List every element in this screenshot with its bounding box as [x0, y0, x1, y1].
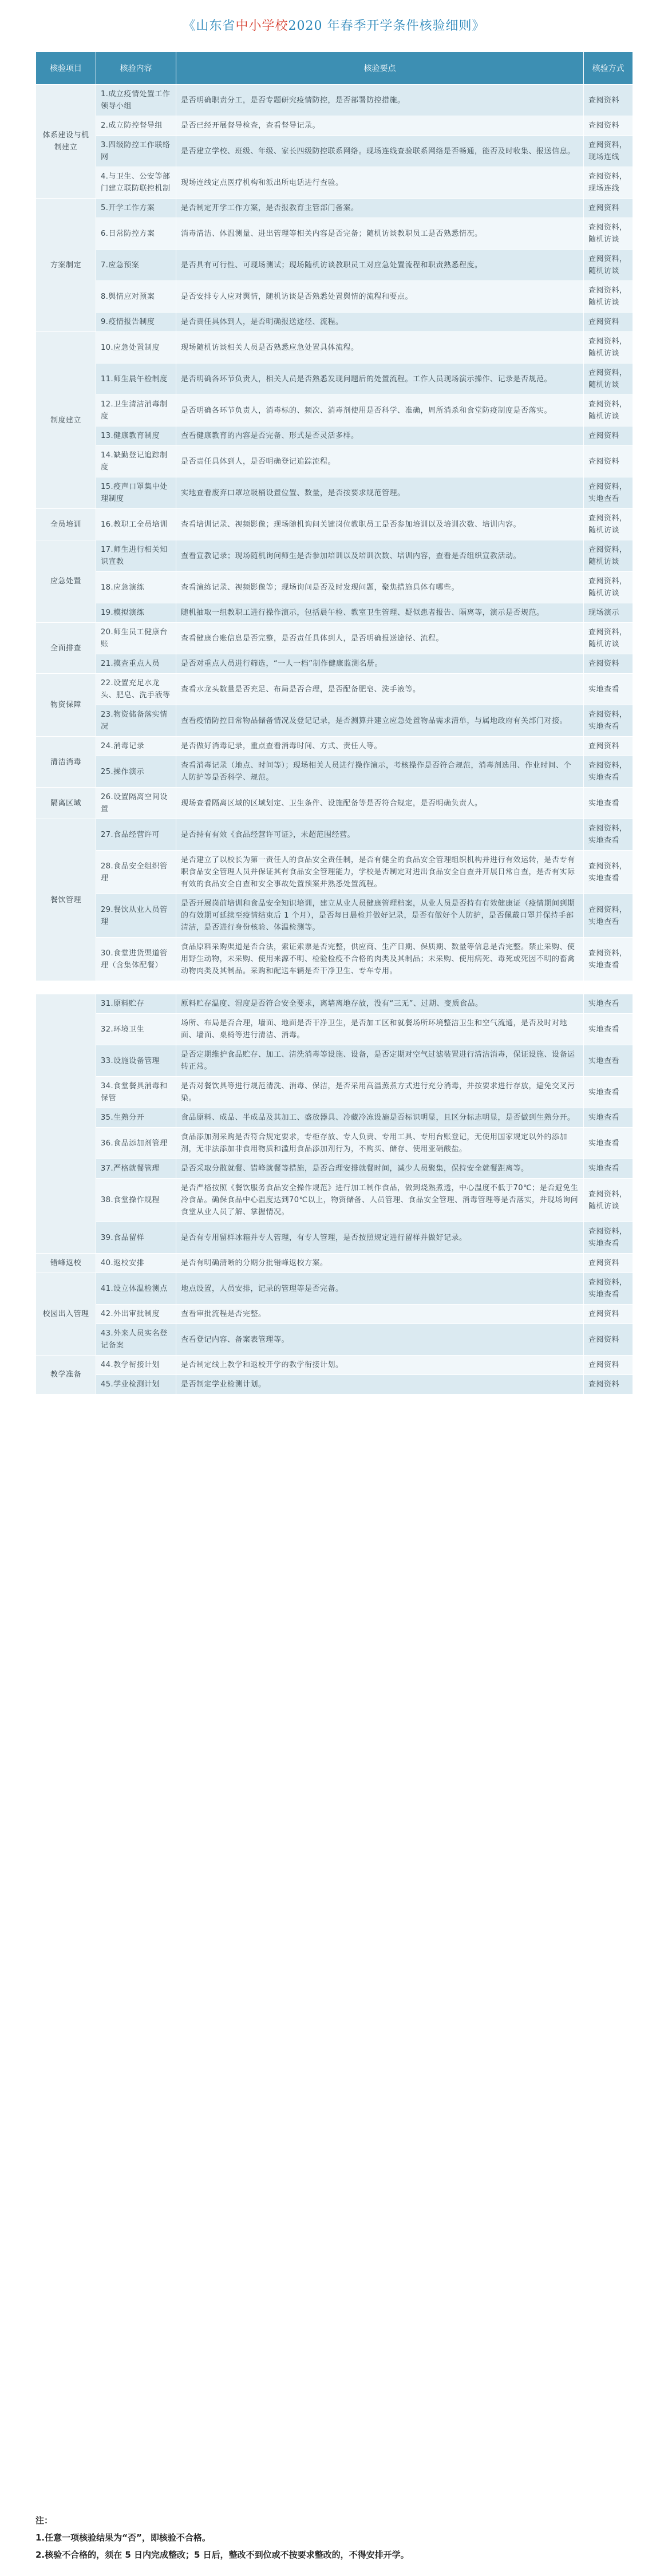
cell-content: 28.食品安全组织管理 [96, 851, 176, 894]
cell-content: 9.疫情报告制度 [96, 313, 176, 332]
cell-points: 是否有专用留样冰箱并专人管理，有专人管理，是否按照规定进行留样并做好记录。 [176, 1222, 584, 1254]
cell-method: 查阅资料，实地查看 [584, 938, 633, 981]
table-row [36, 218, 633, 250]
cell-method: 现场演示 [584, 603, 633, 623]
table-row [36, 250, 633, 281]
verification-table [35, 52, 633, 1394]
cell-project: 方案制定 [36, 199, 96, 332]
cell-method: 实地查看 [584, 1159, 633, 1179]
cell-points: 查看健康台账信息是否完整，是否责任具体到人，是否明确报送途径、流程。 [176, 623, 584, 654]
cell-content: 36.食品添加剂管理 [96, 1128, 176, 1159]
table-body [36, 85, 633, 1394]
table-row [36, 136, 633, 167]
cell-method: 查阅资料，随机访谈 [584, 218, 633, 250]
header-content: 核验内容 [96, 52, 176, 85]
cell-points: 食品原料、成品、半成品及其加工、盛放器具、冷藏冷冻设施是否标识明显，且区分标志明显，是否做到生熟分开。 [176, 1108, 584, 1128]
note-item: 1.任意一项核验结果为“否”，即核验不合格。 [35, 2532, 211, 2543]
table-row [36, 994, 633, 1014]
cell-content: 45.学业检测计划 [96, 1375, 176, 1394]
cell-project: 校园出入管理 [36, 1273, 96, 1356]
cell-content: 4.与卫生、公安等部门建立联防联控机制 [96, 167, 176, 199]
cell-points: 是否定期维护食品贮存、加工、清洗消毒等设施、设备，是否定期对空气过滤装置进行清洁消毒，保证设施、设备运转正常。 [176, 1045, 584, 1077]
cell-points: 是否安排专人应对舆情，随机访谈是否熟悉处置舆情的流程和要点。 [176, 281, 584, 313]
cell-method: 实地查看 [584, 994, 633, 1014]
cell-method: 查阅资料 [584, 313, 633, 332]
cell-project: 制度建立 [36, 332, 96, 509]
cell-project-continuation [36, 994, 96, 1254]
table-row [36, 1108, 633, 1128]
table-row [36, 654, 633, 674]
table-row [36, 1305, 633, 1324]
cell-points: 查看宣教记录；现场随机询问师生是否参加培训以及培训次数、培训内容，查看是否组织宣教活动。 [176, 540, 584, 572]
cell-project: 全员培训 [36, 509, 96, 540]
cell-points: 是否有明确清晰的分期分批错峰返校方案。 [176, 1254, 584, 1273]
table-row [36, 85, 633, 116]
cell-points: 地点设置，人员安排，记录的管理等是否完备。 [176, 1273, 584, 1305]
cell-points: 查看健康教育的内容是否完备、形式是否灵活多样。 [176, 426, 584, 446]
cell-content: 35.生熟分开 [96, 1108, 176, 1128]
table-row [36, 705, 633, 737]
header-project: 核验项目 [36, 52, 96, 85]
table-row [36, 603, 633, 623]
cell-points: 现场连线定点医疗机构和派出所电话进行查验。 [176, 167, 584, 199]
cell-method: 查阅资料，实地查看 [584, 477, 633, 509]
cell-method: 查阅资料 [584, 1324, 633, 1356]
notes [35, 2512, 633, 2563]
cell-content: 29.餐饮从业人员管理 [96, 894, 176, 938]
table-row [36, 395, 633, 426]
cell-content: 15.疫声口罩集中处理制度 [96, 477, 176, 509]
table-row [36, 572, 633, 603]
cell-points: 是否做好消毒记录，重点查看消毒时间、方式、责任人等。 [176, 737, 584, 756]
table-gap-cell [36, 981, 633, 994]
cell-points: 食品添加剂采购是否符合规定要求，专柜存放、专人负责、专用工具、专用台账登记，无使用国家规定以外的添加剂，无非法添加非食用物质和滥用食品添加剂行为，不购买、储存、使用亚硝酸盐。 [176, 1128, 584, 1159]
cell-method: 查阅资料，随机访谈 [584, 281, 633, 313]
cell-method: 查阅资料 [584, 1356, 633, 1375]
cell-content: 38.食堂操作规程 [96, 1179, 176, 1222]
cell-project: 全面排查 [36, 623, 96, 674]
cell-content: 18.应急演练 [96, 572, 176, 603]
notes-label: 注： [35, 2515, 53, 2526]
cell-method: 查阅资料，随机访谈 [584, 332, 633, 364]
cell-method: 查阅资料，随机访谈 [584, 623, 633, 654]
cell-project: 清洁消毒 [36, 737, 96, 788]
cell-method: 查阅资料，实地查看 [584, 819, 633, 851]
cell-method: 查阅资料，实地查看 [584, 894, 633, 938]
table-row [36, 1222, 633, 1254]
table-row [36, 477, 633, 509]
cell-method: 实地查看 [584, 1045, 633, 1077]
header-points: 核验要点 [176, 52, 584, 85]
table-row [36, 756, 633, 788]
table-row [36, 426, 633, 446]
cell-content: 31.原料贮存 [96, 994, 176, 1014]
cell-points: 是否开展岗前培训和食品安全知识培训，建立从业人员健康管理档案，从业人员是否持有有效健康证（疫情期间到期的有效期可延续至疫情结束后 1 个月），是否每日晨检并做好记录，是否有做好个人防护，是否佩戴口罩并保持手部清洁，是否进行身份核验、体温检测等。 [176, 894, 584, 938]
cell-content: 10.应急处置制度 [96, 332, 176, 364]
cell-method: 查阅资料，随机访谈 [584, 1179, 633, 1222]
table-row [36, 116, 633, 136]
cell-points: 是否已经开展督导检查，查看督导记录。 [176, 116, 584, 136]
cell-content: 6.日常防控方案 [96, 218, 176, 250]
cell-content: 42.外出审批制度 [96, 1305, 176, 1324]
table-header-row [36, 52, 633, 85]
cell-content: 40.返校安排 [96, 1254, 176, 1273]
table-row [36, 1014, 633, 1045]
cell-points: 是否明确职责分工，是否专题研究疫情防控，是否部署防控措施。 [176, 85, 584, 116]
cell-points: 是否持有有效《食品经营许可证》，未超范围经营。 [176, 819, 584, 851]
cell-method: 查阅资料，现场连线 [584, 167, 633, 199]
cell-points: 是否责任具体到人，是否明确报送途径、流程。 [176, 313, 584, 332]
cell-method: 查阅资料，现场连线 [584, 136, 633, 167]
cell-method: 实地查看 [584, 1077, 633, 1108]
cell-points: 是否具有可行性、可现场测试；现场随机访谈教职员工对应急处置流程和职责熟悉程度。 [176, 250, 584, 281]
cell-points: 查看疫情防控日常物品储备情况及登记记录，是否测算并建立应急处置物品需求清单，与属地政府有关部门对接。 [176, 705, 584, 737]
cell-content: 16.教职工全员培训 [96, 509, 176, 540]
note-item: 2.核验不合格的，须在 5 日内完成整改；5 日后，整改不到位或不按要求整改的，不得安排开学。 [35, 2550, 409, 2560]
cell-method: 查阅资料 [584, 116, 633, 136]
cell-points: 是否制定开学工作方案，是否报教育主管部门备案。 [176, 199, 584, 218]
cell-method: 查阅资料，实地查看 [584, 1273, 633, 1305]
cell-points: 实地查看废弃口罩垃圾桶设置位置、数量，是否按要求规范管理。 [176, 477, 584, 509]
table-row [36, 1077, 633, 1108]
cell-content: 37.严格就餐管理 [96, 1159, 176, 1179]
table-row [36, 851, 633, 894]
cell-content: 22.设置充足水龙头、肥皂、洗手液等 [96, 674, 176, 705]
table-row [36, 788, 633, 819]
cell-method: 实地查看 [584, 788, 633, 819]
table-row [36, 623, 633, 654]
cell-method: 查阅资料 [584, 1254, 633, 1273]
cell-points: 是否明确各环节负责人，相关人员是否熟悉发现问题后的处置流程。工作人员现场演示操作、记录是否规范。 [176, 364, 584, 395]
table-row [36, 540, 633, 572]
cell-method: 查阅资料，实地查看 [584, 851, 633, 894]
table-row [36, 1045, 633, 1077]
cell-content: 13.健康教育制度 [96, 426, 176, 446]
cell-method: 查阅资料，随机访谈 [584, 509, 633, 540]
cell-points: 消毒清洁、体温测量、进出管理等相关内容是否完备；随机访谈教职员工是否熟悉情况。 [176, 218, 584, 250]
cell-points: 查看登记内容、备案表管理等。 [176, 1324, 584, 1356]
cell-content: 44.教学衔接计划 [96, 1356, 176, 1375]
cell-project: 隔离区域 [36, 788, 96, 819]
table-row [36, 509, 633, 540]
cell-method: 查阅资料，随机访谈 [584, 250, 633, 281]
verification-table-wrap [35, 52, 633, 1394]
cell-points: 现场查看隔离区域的区域划定、卫生条件、设施配备等是否符合规定，是否明确负责人。 [176, 788, 584, 819]
cell-points: 现场随机访谈相关人员是否熟悉应急处置具体流程。 [176, 332, 584, 364]
table-row [36, 1254, 633, 1273]
cell-content: 12.卫生清洁消毒制度 [96, 395, 176, 426]
cell-content: 24.消毒记录 [96, 737, 176, 756]
cell-method: 查阅资料 [584, 199, 633, 218]
cell-content: 30.食堂进货渠道管理（含集体配餐） [96, 938, 176, 981]
cell-points: 是否制定线上教学和返校开学的教学衔接计划。 [176, 1356, 584, 1375]
cell-content: 3.四级防控工作联络网 [96, 136, 176, 167]
table-row [36, 819, 633, 851]
cell-content: 34.食堂餐具消毒和保管 [96, 1077, 176, 1108]
table-row [36, 313, 633, 332]
table-row [36, 1273, 633, 1305]
cell-content: 20.师生员工健康台账 [96, 623, 176, 654]
cell-method: 查阅资料 [584, 737, 633, 756]
cell-points: 查看演练记录、视频影像等；现场询问是否及时发现问题，聚焦措施具体有哪些。 [176, 572, 584, 603]
cell-method: 查阅资料 [584, 426, 633, 446]
cell-points: 查看培训记录、视频影像；现场随机询问关键岗位教职员工是否参加培训以及培训次数、培训内容。 [176, 509, 584, 540]
cell-method: 查阅资料，随机访谈 [584, 395, 633, 426]
cell-points: 场所、布局是否合理，墙面、地面是否干净卫生，是否加工区和就餐场所环境整洁卫生和空气流通，是否及时对地面、墙面、桌椅等进行清洁、消毒。 [176, 1014, 584, 1045]
table-row [36, 1324, 633, 1356]
cell-project: 应急处置 [36, 540, 96, 623]
table-row [36, 1356, 633, 1375]
cell-content: 11.师生晨午检制度 [96, 364, 176, 395]
cell-content: 14.缺勤登记追踪制度 [96, 446, 176, 477]
cell-points: 是否建立学校、班级、年级、家长四级防控联系网络。现场连线查验联系网络是否畅通，能否及时收集、报送信息。 [176, 136, 584, 167]
cell-points: 是否责任具体到人，是否明确登记追踪流程。 [176, 446, 584, 477]
cell-method: 查阅资料 [584, 654, 633, 674]
table-row [36, 446, 633, 477]
cell-points: 是否对餐饮具等进行规范清洗、消毒、保洁，是否采用高温蒸煮方式进行充分消毒，并按要求进行存放，避免交叉污染。 [176, 1077, 584, 1108]
cell-content: 33.设施设备管理 [96, 1045, 176, 1077]
cell-content: 39.食品留样 [96, 1222, 176, 1254]
cell-method: 实地查看 [584, 1128, 633, 1159]
cell-content: 23.物资储备落实情况 [96, 705, 176, 737]
cell-method: 查阅资料，实地查看 [584, 756, 633, 788]
cell-method: 查阅资料，随机访谈 [584, 572, 633, 603]
table-row [36, 332, 633, 364]
cell-points: 食品原料采购渠道是否合法，索证索票是否完整，供应商、生产日期、保质期、数量等信息是否完整。禁止采购、使用野生动物，未采购、使用来源不明、检验检疫不合格的肉类及其制品；未采购、使用病死、毒死或死因不明的畜禽动物肉类及其制品。采购和配送车辆是否干净卫生、专车专用。 [176, 938, 584, 981]
cell-method: 实地查看 [584, 674, 633, 705]
table-row [36, 938, 633, 981]
cell-content: 7.应急预案 [96, 250, 176, 281]
cell-method: 查阅资料，实地查看 [584, 705, 633, 737]
cell-points: 是否对重点人员进行筛选，“一人一档”制作健康监测名册。 [176, 654, 584, 674]
cell-method: 查阅资料 [584, 446, 633, 477]
cell-method: 实地查看 [584, 1108, 633, 1128]
title-highlight: 中小学校 [235, 19, 288, 33]
table-row [36, 674, 633, 705]
cell-content: 41.设立体温检测点 [96, 1273, 176, 1305]
cell-content: 8.舆情应对预案 [96, 281, 176, 313]
cell-points: 原料贮存温度、湿度是否符合安全要求，离墙离地存放，没有“三无”、过期、变质食品。 [176, 994, 584, 1014]
cell-method: 查阅资料，实地查看 [584, 1222, 633, 1254]
table-gap-row [36, 981, 633, 994]
title-pre: 《山东省 [183, 19, 236, 33]
cell-content: 43.外来人员实名登记备案 [96, 1324, 176, 1356]
cell-content: 21.摸查重点人员 [96, 654, 176, 674]
cell-points: 查看水龙头数量是否充足、布局是否合理，是否配备肥皂、洗手液等。 [176, 674, 584, 705]
cell-content: 17.师生进行相关知识宣教 [96, 540, 176, 572]
cell-points: 是否明确各环节负责人，消毒标的、频次、消毒剂使用是否科学、准确，周所消杀和食堂防疫制度是否落实。 [176, 395, 584, 426]
cell-points: 查看审批流程是否完整。 [176, 1305, 584, 1324]
cell-points: 是否采取分散就餐、错峰就餐等措施，是否合理安排就餐时间，减少人员聚集，保持安全就餐距离等。 [176, 1159, 584, 1179]
cell-method: 实地查看 [584, 1014, 633, 1045]
table-row [36, 281, 633, 313]
table-row [36, 1159, 633, 1179]
cell-content: 25.操作演示 [96, 756, 176, 788]
cell-content: 26.设置隔离空间设置 [96, 788, 176, 819]
cell-method: 查阅资料，随机访谈 [584, 540, 633, 572]
cell-points: 随机抽取一组教职工进行操作演示，包括晨午检、教室卫生管理、疑似患者报告、隔离等，演示是否规范。 [176, 603, 584, 623]
table-row [36, 737, 633, 756]
cell-project: 体系建设与机制建立 [36, 85, 96, 199]
cell-content: 32.环境卫生 [96, 1014, 176, 1045]
cell-points: 是否制定学业检测计划。 [176, 1375, 584, 1394]
table-row [36, 1375, 633, 1394]
table-row [36, 894, 633, 938]
cell-points: 查看消毒记录（地点、时间等）；现场相关人员进行操作演示，考核操作是否符合规范，消毒剂选用、作业时间、个人防护等是否科学、规范。 [176, 756, 584, 788]
table-row [36, 364, 633, 395]
cell-method: 查阅资料，随机访谈 [584, 364, 633, 395]
table-row [36, 1179, 633, 1222]
page-title [0, 16, 668, 34]
cell-method: 查阅资料 [584, 85, 633, 116]
cell-content: 5.开学工作方案 [96, 199, 176, 218]
cell-project: 物资保障 [36, 674, 96, 737]
cell-method: 查阅资料 [584, 1375, 633, 1394]
header-method: 核验方式 [584, 52, 633, 85]
cell-project: 餐饮管理 [36, 819, 96, 981]
table-row [36, 1128, 633, 1159]
cell-content: 27.食品经营许可 [96, 819, 176, 851]
cell-project: 错峰返校 [36, 1254, 96, 1273]
cell-points: 是否建立了以校长为第一责任人的食品安全责任制，是否有健全的食品安全管理组织机构并进行有效运转，是否专有职食品安全管理人员并保证其有食品安全管理能力，学校是否制定对进出食品安全自查并开展日常自查，是否有实际有效的食品安全自查和安全事故处置预案并熟悉处置流程。 [176, 851, 584, 894]
cell-content: 19.模拟演练 [96, 603, 176, 623]
cell-project: 教学准备 [36, 1356, 96, 1394]
cell-method: 查阅资料 [584, 1305, 633, 1324]
table-row [36, 199, 633, 218]
cell-points: 是否严格按照《餐饮服务食品安全操作规范》进行加工制作食品，做到烧熟煮透，中心温度不低于70℃；是否避免生冷食品。确保食品中心温度达到70℃以上，物资储备、人员管理、食品安全管理、消毒管理等是否落实，并现场询问食堂从业人员了解、掌握情况。 [176, 1179, 584, 1222]
title-post: 2020 年春季开学条件核验细则》 [288, 19, 485, 33]
cell-content: 2.成立防控督导组 [96, 116, 176, 136]
cell-content: 1.成立疫情处置工作领导小组 [96, 85, 176, 116]
table-row [36, 167, 633, 199]
